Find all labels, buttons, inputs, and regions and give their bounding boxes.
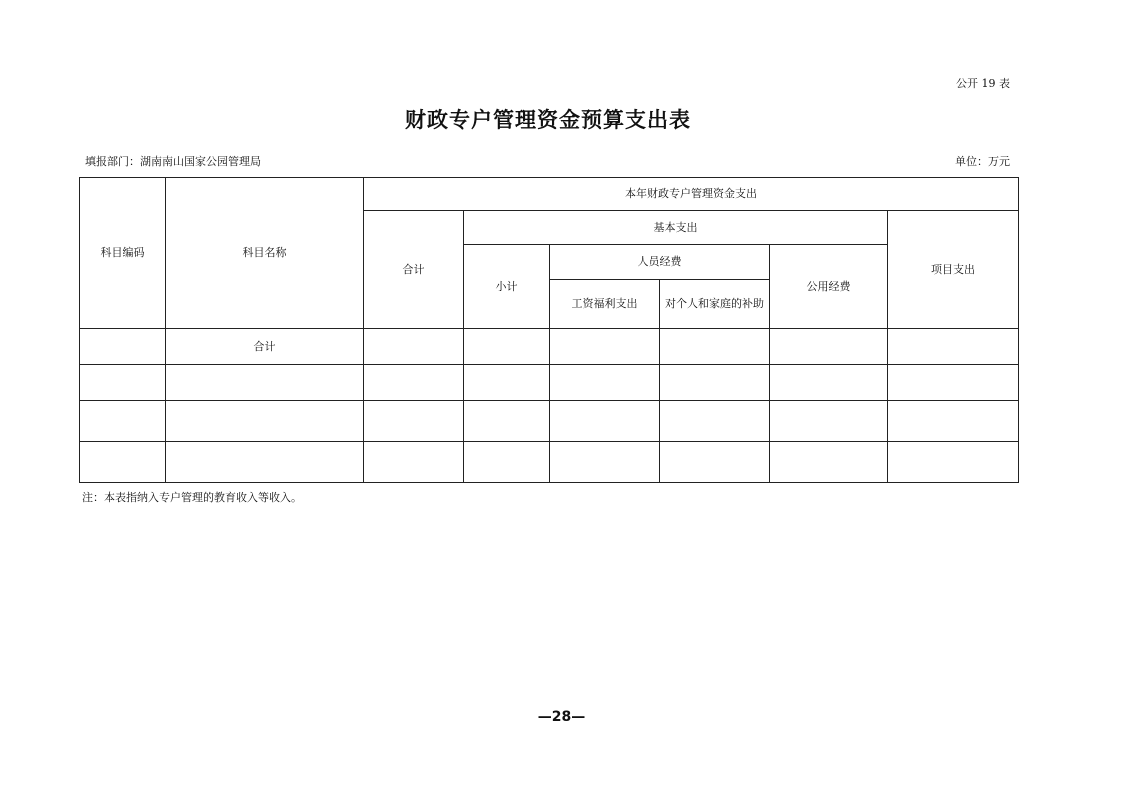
table-row [80,401,1019,442]
unit-label: 单位：万元 [955,155,1010,168]
table-cell [550,442,660,483]
table-cell [80,401,166,442]
table-cell [770,401,888,442]
table-cell [770,365,888,401]
header-current-year: 本年财政专户管理资金支出 [364,178,1019,211]
table-cell [464,442,550,483]
page-title: 财政专户管理资金预算支出表 [405,107,691,132]
table-row [80,365,1019,401]
table-cell [464,365,550,401]
table-cell [888,442,1019,483]
table-row [80,442,1019,483]
header-salary: 工资福利支出 [550,280,660,329]
table-cell [80,442,166,483]
table-cell [660,329,770,365]
form-number: 公开 19 表 [956,77,1010,90]
table-cell [770,442,888,483]
table-cell [660,365,770,401]
table-cell [888,365,1019,401]
table-cell [364,442,464,483]
page-number: —28— [537,709,586,725]
header-project: 项目支出 [888,211,1019,329]
header-code: 科目编码 [80,178,166,329]
budget-table [79,177,1019,483]
table-cell [166,365,364,401]
table-cell [464,329,550,365]
table-cell [80,329,166,365]
table-cell [550,401,660,442]
table-cell [464,401,550,442]
table-row [80,329,1019,365]
table-cell [888,329,1019,365]
header-subsidy: 对个人和家庭的补助 [660,280,770,329]
table-cell [550,365,660,401]
table-cell [770,329,888,365]
header-personnel: 人员经费 [550,245,770,280]
header-total: 合计 [364,211,464,329]
table-cell: 合计 [166,329,364,365]
table-cell [364,365,464,401]
table-cell [660,442,770,483]
header-name: 科目名称 [166,178,364,329]
header-basic: 基本支出 [464,211,888,245]
header-public: 公用经费 [770,245,888,329]
header-subtotal: 小计 [464,245,550,329]
table-cell [166,442,364,483]
table-cell [364,401,464,442]
table-cell [166,401,364,442]
filing-department: 填报部门：湖南南山国家公园管理局 [85,155,261,168]
table-cell [660,401,770,442]
footnote: 注：本表指纳入专户管理的教育收入等收入。 [82,491,302,504]
table-cell [364,329,464,365]
table-cell [550,329,660,365]
table-cell [888,401,1019,442]
table-cell [80,365,166,401]
